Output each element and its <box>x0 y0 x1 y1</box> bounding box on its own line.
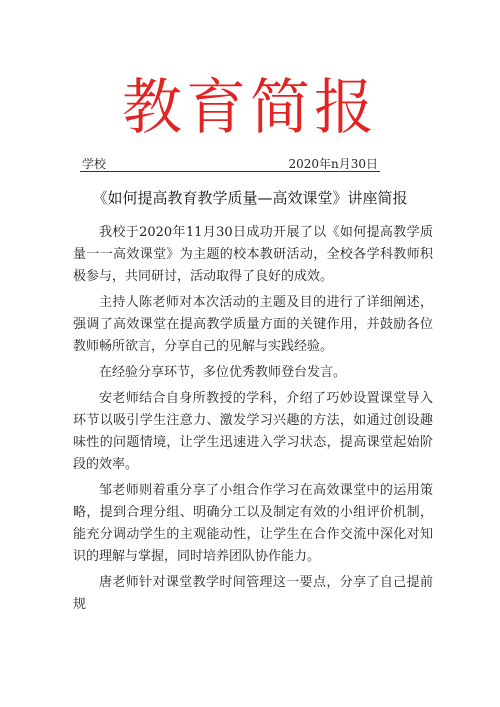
paragraph: 在经验分享环节，多位优秀教师登台发言。 <box>99 365 347 380</box>
paragraph: 邹老师则着重分享了小组合作学习在高效课堂中的运用策略，提到合理分组、明确分工以及制定有效的小组评价机制，能充分调动学生的主观能动性，让学生在合作交流中深化对知识的理解与掌握，同时培养团队协作能力。 <box>73 483 433 564</box>
paragraph: 唐老师针对课堂教学时间管理这一要点，分享了自己提前规 <box>73 575 433 612</box>
header-meta-line <box>80 155 380 172</box>
issue-date: 2020年n月30日 <box>288 157 378 171</box>
article-body <box>73 222 433 620</box>
paragraph: 我校于2020年11月30日成功开展了以《如何提高教学质量一一高效课堂》为主题的校本教研活动，全校各学科教师积极参与，共同研讨，活动取得了良好的成效。 <box>73 225 433 284</box>
paragraph: 安老师结合自身所教授的学科，介绍了巧妙设置课堂导入环节以吸引学生注意力、激发学习兴趣的方法，如通过创设趣味性的问题情境，让学生迅速进入学习状态，提高课堂起始阶段的效率。 <box>73 391 433 472</box>
school-label: 学校 <box>82 157 107 171</box>
paragraph: 主持人陈老师对本次活动的主题及目的进行了详细阐述，强调了高效课堂在提高教学质量方面的关键作用，并鼓励各位教师畅所欲言，分享自己的见解与实践经验。 <box>73 295 433 354</box>
newsletter-masthead: 教育简报 <box>122 73 378 143</box>
article-title: 《如何提高教育教学质量—高效课堂》讲座简报 <box>92 189 408 207</box>
